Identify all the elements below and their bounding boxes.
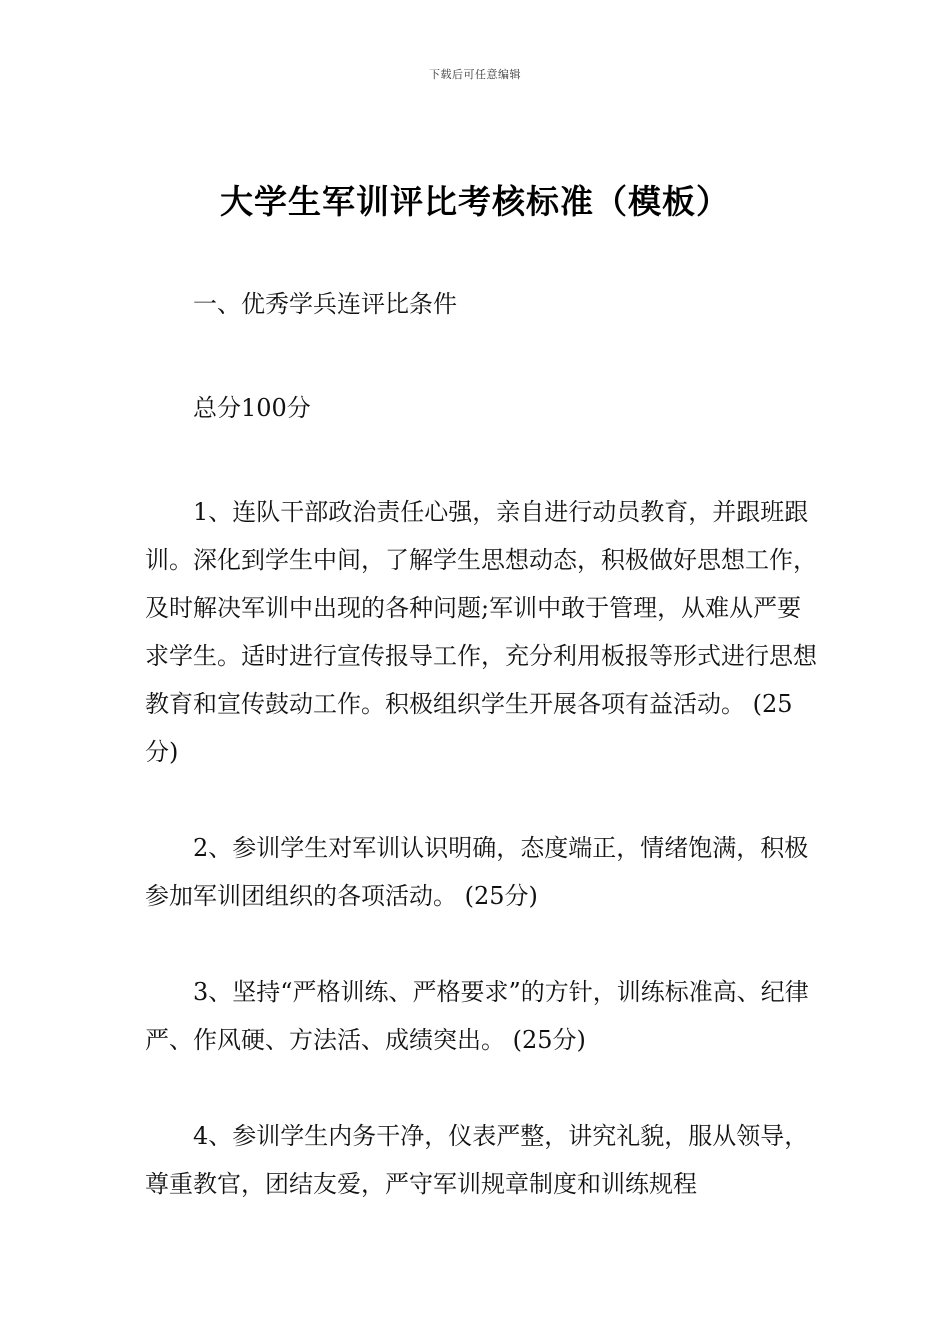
document-body <box>145 280 825 1208</box>
criteria-item-1: 1、连队干部政治责任心强，亲自进行动员教育，并跟班跟训。深化到学生中间，了解学生思想动态，积极做好思想工作，及时解决军训中出现的各种问题;军训中敢于管理，从难从严要求学生。适时进行宣传报导工作，充分利用板报等形式进行思想教育和宣传鼓动工作。积极组织学生开展各项有益活动。 (25分) <box>145 498 817 766</box>
criteria-item-4: 4、参训学生内务干净，仪表严整，讲究礼貌，服从领导，尊重教官，团结友爱，严守军训规章制度和训练规程 <box>145 1122 809 1198</box>
spacer <box>145 328 825 384</box>
criteria-item-3: 3、坚持“严格训练、严格要求”的方针，训练标准高、纪律严、作风硬、方法活、成绩突出。 (25分) <box>145 978 809 1054</box>
spacer <box>145 1064 825 1112</box>
section-heading: 一、优秀学兵连评比条件 <box>193 290 457 318</box>
spacer <box>145 776 825 824</box>
spacer <box>145 432 825 488</box>
criteria-item-2: 2、参训学生对军训认识明确，态度端正，情绪饱满，积极参加军训团组织的各项活动。 (25分) <box>145 834 809 910</box>
page-header-note: 下载后可任意编辑 <box>429 68 521 81</box>
document-title: 大学生军训评比考核标准（模板） <box>220 182 730 221</box>
total-score: 总分100分 <box>193 394 311 422</box>
spacer <box>145 920 825 968</box>
